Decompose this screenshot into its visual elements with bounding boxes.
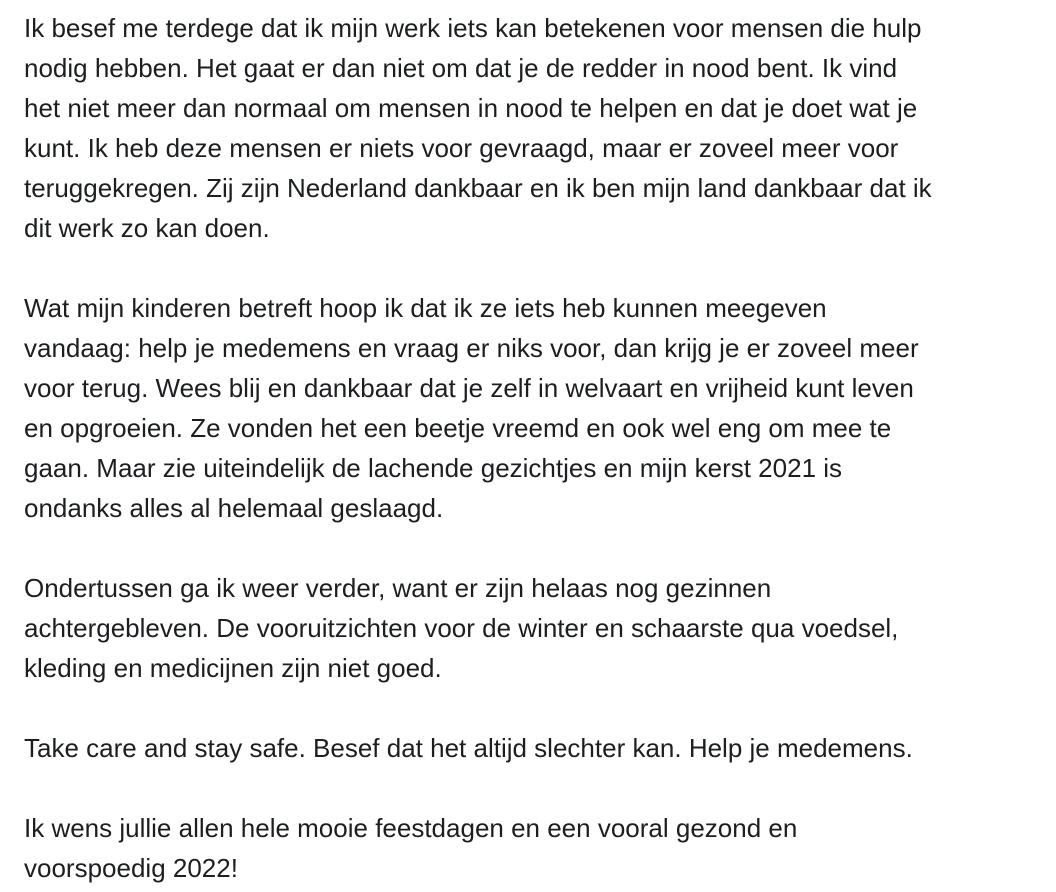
text-line: kunt. Ik heb deze mensen er niets voor gevraagd, maar er zoveel meer voor — [24, 133, 899, 163]
text-line: het niet meer dan normaal om mensen in nood te helpen en dat je doet wat je — [24, 93, 918, 123]
paragraph-wishes — [24, 808, 1046, 888]
text-line: dit werk zo kan doen. — [24, 213, 270, 243]
paragraph-children — [24, 288, 1046, 528]
text-line: Wat mijn kinderen betreft hoop ik dat ik ze iets heb kunnen meegeven — [24, 293, 827, 323]
text-line: gaan. Maar zie uiteindelijk de lachende gezichtjes en mijn kerst 2021 is — [24, 453, 843, 483]
paragraph-take-care — [24, 728, 1046, 768]
text-line: Ik wens jullie allen hele mooie feestdagen en een vooral gezond en — [24, 813, 798, 843]
paragraph-gratitude — [24, 8, 1046, 248]
text-line: Ondertussen ga ik weer verder, want er zijn helaas nog gezinnen — [24, 573, 772, 603]
text-line: ondanks alles al helemaal geslaagd. — [24, 493, 444, 523]
text-line: achtergebleven. De vooruitzichten voor de winter en schaarste qua voedsel, — [24, 613, 899, 643]
paragraph-continuing — [24, 568, 1046, 688]
text-line: kleding en medicijnen zijn niet goed. — [24, 653, 442, 683]
text-line: voor terug. Wees blij en dankbaar dat je zelf in welvaart en vrijheid kunt leven — [24, 373, 914, 403]
text-line: teruggekregen. Zij zijn Nederland dankbaar en ik ben mijn land dankbaar dat ik — [24, 173, 932, 203]
text-line: voorspoedig 2022! — [24, 853, 238, 883]
text-line: nodig hebben. Het gaat er dan niet om dat je de redder in nood bent. Ik vind — [24, 53, 898, 83]
text-line: Take care and stay safe. Besef dat het altijd slechter kan. Help je medemens. — [24, 733, 913, 763]
text-line: vandaag: help je medemens en vraag er niks voor, dan krijg je er zoveel meer — [24, 333, 919, 363]
text-line: Ik besef me terdege dat ik mijn werk iets kan betekenen voor mensen die hulp — [24, 13, 922, 43]
text-line: en opgroeien. Ze vonden het een beetje vreemd en ook wel eng om mee te — [24, 413, 892, 443]
